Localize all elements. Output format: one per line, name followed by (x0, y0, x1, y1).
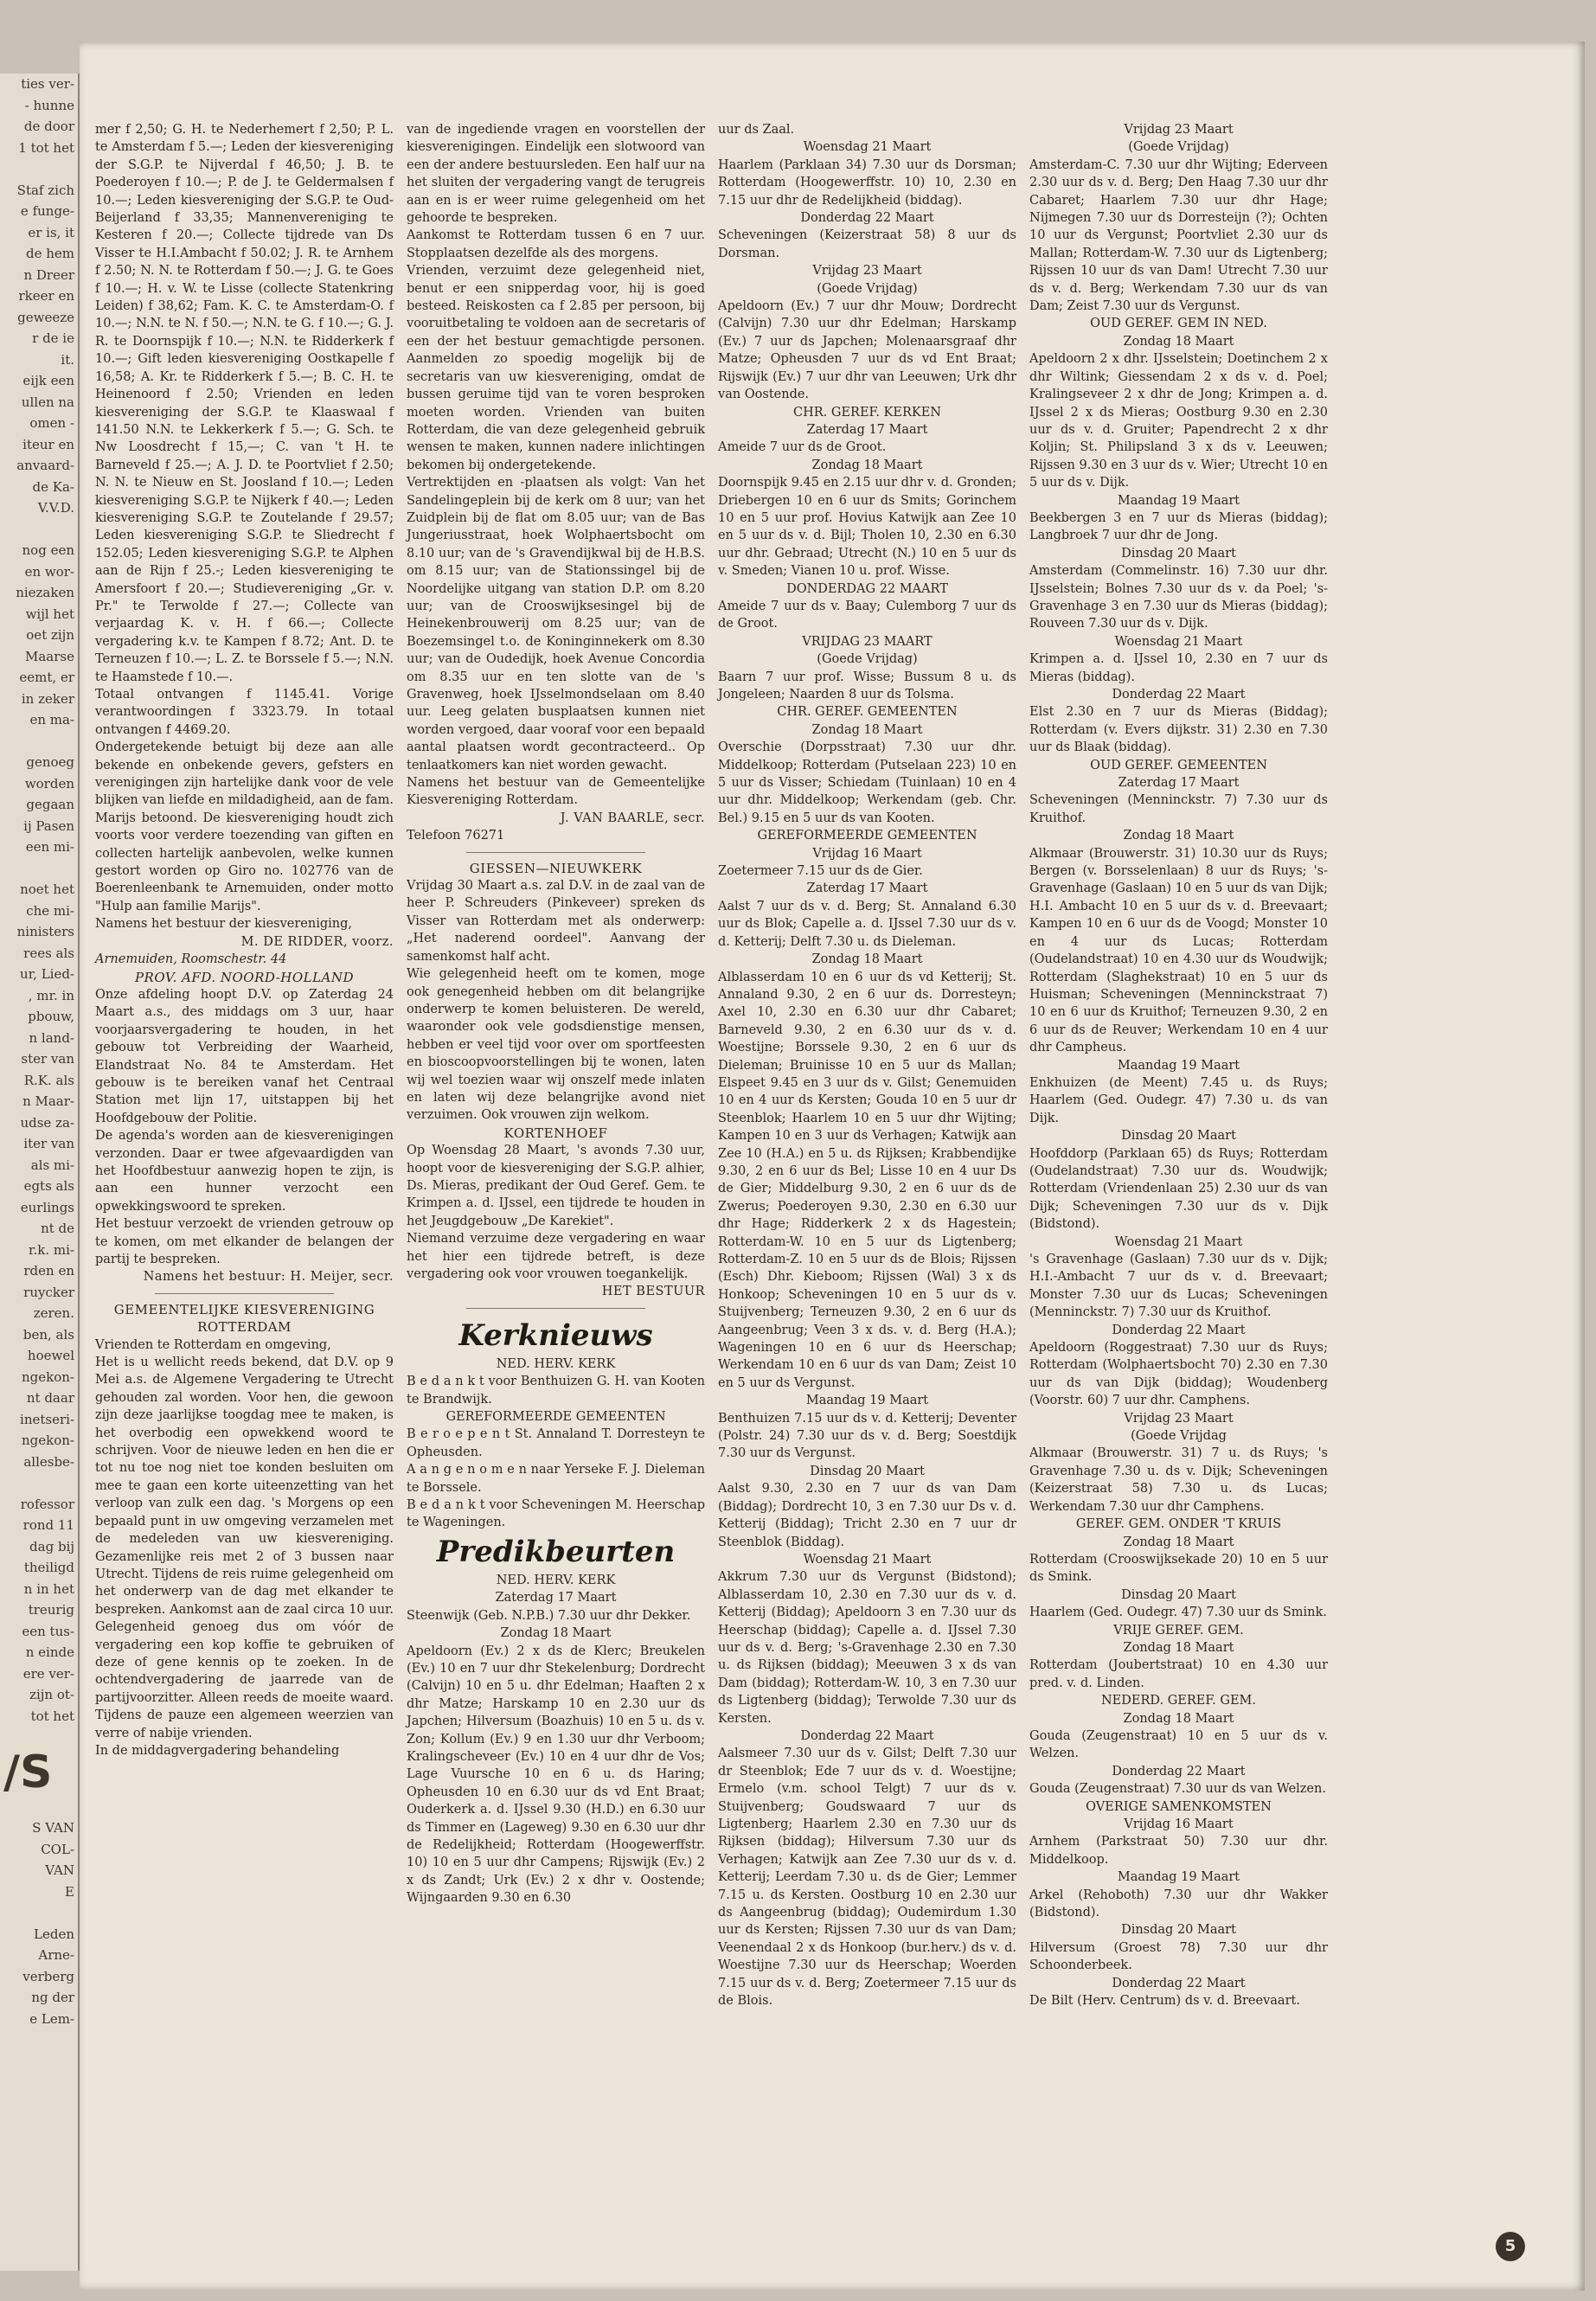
prev-page-fragment: oet zijn (26, 627, 74, 643)
signature: HET BESTUUR (601, 1285, 705, 1299)
service-listing: uur ds Zaal. (718, 123, 795, 137)
prev-page-fragment: omen - (29, 415, 74, 431)
service-listing: Alkmaar (Brouwerstr. 31) 10.30 uur ds Ruys; Bergen (v. Borsselenlaan) 8 uur ds Ruys; 's-Gravenhage (Gaslaan) 10 en 5 uur ds van Dijk; H.I. Ambacht 10 en 5 uur ds v. d. Breevaart; Kampen 10 en 6 uur ds de Voogd; Monster 10 en 4 uur ds Lucas; Rotterdam (Oudelandstraat) 10 en 4.30 uur ds Woudwijk; Rotterdam (Slaghekstraat) 10 en 5 uur ds Huisman; Scheveningen (Menninckstraat 7) 10 en 6 uur ds Kruithof; Terneuzen 9.30, 2 en 6 uur ds de Reuver; Werkendam 10 en 4 uur dhr Campheus. (1029, 846, 1328, 1055)
service-listing: Hilversum (Groest 78) 7.30 uur dhr Schoonderbeek. (1029, 1940, 1328, 1973)
service-listing: Krimpen a. d. IJssel 10, 2.30 en 7 uur ds Mieras (biddag). (1029, 652, 1328, 684)
service-listing: Overschie (Dorpsstraat) 7.30 uur dhr. Middelkoop; Rotterdam (Putselaan 223) 10 en 5 uur ds Visser; Schiedam (Tuinlaan) 10 en 4 uur dhr. Middelkoop; Werkendam (geb. Chr. Bel.) 9.15 en 5 uur ds van Kooten. (718, 740, 1016, 825)
article-paragraph: De agenda's worden aan de kiesverenigingen verzonden. Daar er twee afgevaardigden van het Hoofdbestuur aanwezig hopen te zijn, is aan een hunner verzocht een opwekkingswoord te spreken. (95, 1129, 394, 1214)
article-paragraph: Aankomst te Rotterdam tussen 6 en 7 uur. Stopplaatsen dezelfde als des morgens. (407, 228, 705, 260)
prev-page-fragment: n land- (29, 1029, 74, 1046)
prev-page-fragment: ben, als (22, 1326, 74, 1343)
date-heading: Vrijdag 23 Maart (1124, 1411, 1234, 1426)
prev-page-fragment: e funge- (20, 203, 74, 219)
church-heading: OVERIGE SAMENKOMSTEN (1086, 1799, 1272, 1814)
prev-page-fragment: ur, Lied- (19, 966, 74, 982)
column-3 (718, 121, 1016, 2009)
prev-page-fragment: rees als (23, 945, 74, 961)
prev-page-fragment: niezaken (16, 585, 74, 600)
church-heading: OUD GEREF. GEM IN NED. (1090, 317, 1267, 331)
date-heading: Donderdag 22 Maart (1112, 688, 1246, 702)
prev-page-fragment: che mi- (26, 902, 74, 919)
date-heading: Woensdag 21 Maart (803, 140, 932, 155)
prev-page-fragment: zijn ot- (29, 1687, 74, 1702)
service-listing: Zoetermeer 7.15 uur ds de Gier. (718, 864, 923, 879)
prev-page-fragment: ruycker (23, 1284, 74, 1300)
prev-page-fragment: VAN (45, 1862, 74, 1878)
service-listing: Aalst 9.30, 2.30 en 7 uur ds van Dam (Biddag); Dordrecht 10, 3 en 7.30 uur Ds v. d. Ketterij (Biddag); Tricht 2.30 en 7 uur dr Steenblok (Biddag). (718, 1482, 1016, 1549)
prev-page-fragment: nt daar (26, 1390, 74, 1406)
prev-page-fragment (0, 731, 78, 753)
prev-page-fragment: ullen na (21, 394, 74, 410)
prev-page-fragment: zeren. (33, 1305, 74, 1321)
prev-page-fragment (0, 158, 78, 180)
prev-page-fragment: Staf zich (16, 182, 74, 198)
prev-page-fragment: de door (23, 119, 74, 134)
newspaper-page (80, 42, 1585, 2291)
prev-page-fragment: eurlings (20, 1199, 74, 1215)
service-listing: Doornspijk 9.45 en 2.15 uur dhr v. d. Gronden; Driebergen 10 en 6 uur ds Smits; Gorinchem 10 en 5 uur prof. Hovius Katwijk aan Zee 10 en 5 uur ds v. d. Bijl; Tholen 10, 2.30 en 6.30 uur dhr. Gebraad; Utrecht (N.) 10 en 5 uur ds v. Smeden; Vianen 10 u. prof. Wisse. (718, 476, 1016, 579)
church-heading: GEREF. GEM. ONDER 'T KRUIS (1075, 1517, 1282, 1532)
kerknieuws-heading: Kerknieuws (458, 1317, 653, 1353)
church-heading: NEDERD. GEREF. GEM. (1100, 1694, 1257, 1708)
date-heading: Dinsdag 20 Maart (1121, 1923, 1236, 1938)
prev-page-fragment: eemt, er (19, 670, 74, 685)
article-paragraph: Het bestuur verzoekt de vrienden getrouw op te komen, om met elkander de belangen der partij te bespreken. (95, 1217, 394, 1266)
date-heading: DONDERDAG 22 MAART (786, 581, 948, 596)
prev-page-fragment: Arne- (38, 1947, 74, 1963)
address-line: Arnemuiden, Roomschestr. 44 (95, 952, 287, 967)
service-listing: Arnhem (Parkstraat 50) 7.30 uur dhr. Middelkoop. (1029, 1835, 1328, 1867)
prev-page-fragment: ties ver- (21, 76, 74, 92)
date-heading: Zondag 18 Maart (500, 1626, 612, 1641)
date-heading: Dinsdag 20 Maart (1121, 1587, 1236, 1602)
service-listing: De Bilt (Herv. Centrum) ds v. d. Breevaart. (1029, 1994, 1300, 2009)
date-subheading: (Goede Vrijdag (1131, 1429, 1227, 1444)
prev-page-fragment: E (65, 1883, 74, 1900)
article-paragraph: In de middagvergadering behandeling (95, 1743, 340, 1758)
prev-page-fragment: rofessor (20, 1496, 74, 1512)
article-paragraph: Het is u wellicht reeds bekend, dat D.V. op 9 Mei a.s. de Algemene Vergadering te Utrecht gehouden zal worden. Voor hen, die gewoon zijn deze jaarlijkse toogdag mee te maken, is het overbodig een opwekkend woord te schrijven. Voor de nieuwe leden en hen die er tot nu toe nog niet toe konden besluiten om mee te gaan een korte uiteenzetting van het verloop van zulk een dag. 's Morgens op een bepaald punt in uw omgeving verzamelen met de medeleden van uw kiesvereniging. Gezamenlijke reis met 2 of 3 bussen naar Utrecht. Tijdens de reis ruime gelegenheid om het onderwerp van de dag met elkander te bespreken. Aankomst aan de zaal circa 10 uur. Gelegenheid genoeg dus om vóór de vergadering een kop koffie te gebruiken of deze of gene kennis op te zoeken. In de ochtendvergadering de jaarrede van de partijvoorzitter. Alleen reeds de moeite waard. Tijdens de pauze een algemeen weerzien van verre of nabije vrienden. (95, 1356, 394, 1740)
predikbeurten-heading: Predikbeurten (436, 1534, 676, 1569)
service-listing: Hoofddorp (Parklaan 65) ds Ruys; Rotterdam (Oudelandstraat) 7.30 uur ds. Woudwijk; Rotterdam (Vriendenlaan 25) 2.30 uur ds van Dijk; Scheveningen 7.30 uur ds v. Dijk (Bidstond). (1029, 1146, 1328, 1232)
prev-page-fragment: R.K. als (23, 1072, 74, 1088)
prev-page-fragment: r.k. mi- (28, 1241, 74, 1258)
date-heading: Zaterdag 17 Maart (806, 881, 928, 896)
prev-page-fragment: ij Pasen (23, 817, 74, 834)
date-heading: Donderdag 22 Maart (1112, 1764, 1246, 1779)
date-heading: Zondag 18 Maart (1123, 1711, 1234, 1726)
prev-page-fragment (0, 1472, 78, 1494)
service-listing: 's Gravenhage (Gaslaan) 7.30 uur ds v. Dijk; H.I.-Ambacht 7 uur ds v. d. Breevaart; Monster 7.30 uur ds Lucas; Scheveningen (Menninckstr. 7) 7.30 uur ds Kruithof. (1029, 1253, 1328, 1320)
divider (466, 1308, 645, 1309)
prev-page-fragment: e Lem- (29, 2010, 74, 2027)
prev-page-fragment: rkeer en (18, 288, 74, 304)
prev-page-fragment: treurig (28, 1602, 74, 1618)
service-listing: Alblasserdam 10 en 6 uur ds vd Ketterij; St. Annaland 9.30, 2 en 6 uur ds. Dorresteyn; Axel 10, 2.30 en 6.30 uur dhr Cabaret; Barneveld 9.30, 2 en 6.30 uur ds v. d. Woestijne; Borssele 9.30, 2 en 6 uur ds Dieleman; Bruinisse 10 en 5 uur ds Mallan; Elspeet 9.45 en 3 uur ds v. Gilst; Genemuiden 10 en 4 uur ds Kersten; Gouda 10 en 5 uur dr Steenblok; Haarlem 10 en 5 uur dhr Wijting; Kampen 10 en 3 uur ds Verhagen; Katwijk aan Zee 10 (H.A.) en 5 u. ds Rijksen; Krabbendijke 9.30, 2 en 6 uur ds Bel; Lisse 10 en 4 uur Ds de Gier; Middelburg 9.30, 2 en 6 uur ds de Zwerus; Poederoyen 9.30, 2.30 en 6.30 uur dhr Hage; Ridderkerk 2 x ds Hagestein; Rotterdam-W. 10 en 5 uur ds Ligtenberg; Rotterdam-Z. 10 en 5 uur ds de Blois; Rijssen (Esch) Dhr. Kieboom; Rijssen (Wal) 3 x ds Honkoop; Scheveningen 10 en 5 uur ds v. Stuijvenberg; Terneuzen 9.30, 2 en 6 uur ds Aangeenbrug; Veen 3 x ds. v. d. Berg (H.A.); Wageningen 10 en 6 uur ds Heerschap; Werkendam 10 en 6 uur ds van Dam; Zeist 10 en 5 uur ds Vergunst. (718, 970, 1016, 1390)
prev-page-fragment: rond 11 (22, 1517, 74, 1533)
service-listing: Apeldoorn 2 x dhr. IJsselstein; Doetinchem 2 x dhr Wiltink; Giessendam 2 x ds v. d. Poel; Kralingseveer 2 x dhr de Jong; Krimpen a. d. IJssel 2 x ds Mieras; Oostburg 9.30 en 2.30 uur ds v. d. Gruiter; Papendrecht 2 x dhr Koljin; St. Philipsland 3 x ds v. Leeuwen; Rijssen 9.30 en 3 uur ds v. Wier; Utrecht 10 en 5 uur ds v. Dijk. (1029, 352, 1328, 490)
prev-page-fragment: een mi- (25, 839, 74, 855)
church-heading: OUD GEREF. GEMEENTEN (1090, 758, 1267, 772)
signature: J. VAN BAARLE, secr. (560, 811, 705, 825)
service-listing: Haarlem (Ged. Oudegr. 47) 7.30 uur ds Smink. (1029, 1606, 1327, 1620)
prev-page-fragment: it. (61, 351, 74, 368)
column-2 (407, 121, 705, 1907)
article-paragraph: Op Woensdag 28 Maart, 's avonds 7.30 uur, hoopt voor de kiesvereniging der S.G.P. alhier, Ds. Mieras, predikant der Oud Geref. Gem. te Krimpen a. d. IJssel, een tijdrede te houden in het Jeugdgebouw „De Karekiet". (407, 1144, 705, 1228)
date-heading: Donderdag 22 Maart (800, 1728, 934, 1743)
prev-page-fragment: n Maar- (22, 1093, 74, 1109)
service-listing: Benthuizen 7.15 uur ds v. d. Ketterij; Deventer (Polstr. 24) 7.30 uur ds v. d. Berg; Soestdijk 7.30 uur ds Vergunst. (718, 1411, 1016, 1461)
service-listing: Rotterdam (Joubertstraat) 10 en 4.30 uur pred. v. d. Linden. (1029, 1658, 1328, 1690)
service-listing: Haarlem (Parklaan 34) 7.30 uur ds Dorsman; Rotterdam (Hoogewerffstr. 10) 10, 2.30 en 7.15 uur dhr de Redelijkheid (biddag). (718, 157, 1016, 208)
prev-page-fragment: worden (24, 775, 74, 792)
date-heading: Dinsdag 20 Maart (810, 1464, 925, 1478)
phone-line: Telefoon 76271 (407, 829, 505, 843)
prev-page-fragment: eijk een (22, 373, 74, 388)
prev-page-fragment: iteur en (22, 436, 74, 452)
service-listing: Aalsmeer 7.30 uur ds v. Gilst; Delft 7.30 uur dr Steenblok; Ede 7 uur ds v. d. Woestijne; Ermelo (v.m. school Telgt) 7 uur ds v. Stuijvenberg; Goudswaard 7 uur ds Ligtenberg; Haarlem 2.30 en 7.30 uur ds Rijksen (biddag); Hilversum 7.30 uur ds Verhagen; Katwijk aan Zee 7.30 uur ds v. d. Ketterij; Leerdam 7.30 u. ds de Gier; Lemmer 7.15 u. ds Kersten. Oostburg 10 en 2.30 uur ds Aangeenbrug (biddag); Oudemirdum 1.30 uur ds Kersten; Rijssen 7.30 uur ds van Dam; Veenendaal 2 x ds Honkoop (bur.herv.) ds v. d. Woestijne 7.30 uur ds Heerschap; Woerden 7.15 uur ds v. d. Berg; Zoetermeer 7.15 uur ds de Blois. (718, 1747, 1016, 2009)
date-heading: Vrijdag 16 Maart (1124, 1817, 1234, 1831)
prev-page-fragment: Maarse (25, 648, 74, 664)
date-heading: Vrijdag 23 Maart (812, 264, 922, 279)
prev-page-fragment: ster van (21, 1051, 74, 1067)
prev-page-fragment: ninisters (16, 924, 74, 939)
church-heading: CHR. GEREF. KERKEN (792, 405, 941, 420)
service-listing: Amsterdam-C. 7.30 uur dhr Wijting; Ederveen 2.30 uur ds v. d. Berg; Den Haag 7.30 uur dhr Cabaret; Haarlem 7.30 uur dhr Hage; Nijmegen 7.30 uur ds Dorresteijn (?); Ochten 10 uur ds Vergunst; Poortvliet 2.30 uur ds Mallan; Rotterdam-W. 7.30 uur ds Ligtenberg; Rijssen 10 uur ds van Dam! Utrecht 7.30 uur ds v. d. Berg; Werkendam 7.30 uur ds van Dam; Zeist 7.30 uur ds Vergunst. (1029, 157, 1328, 314)
prev-page-fragment: theiligd (23, 1560, 74, 1575)
church-news-item: B e d a n k t voor Scheveningen M. Heerschap te Wageningen. (407, 1498, 705, 1530)
church-news-item: B e d a n k t voor Benthuizen G. H. van Kooten te Brandwijk. (407, 1375, 705, 1407)
prev-page-fragment: COL- (41, 1841, 74, 1857)
prev-page-fragment: Leden (34, 1926, 74, 1942)
article-paragraph: Vrienden, verzuimt deze gelegenheid niet, benut er een snipperdag voor, hij is goed besteed. Reiskosten ca f 2.85 per persoon, bij vooruitbetaling te voldoen aan de secretaris of een der het bestuur gemachtigde personen. Aanmelden zo spoedig mogelijk bij de secretaris van uw kiesvereniging, omdat de bussen geruime tijd van te voren besproken moeten worden. Vrienden van buiten Rotterdam, die van deze gelegenheid gebruik wensen te maken, kunnen nadere inlichtingen bekomen bij ondergetekende. (407, 264, 705, 472)
prev-page-fragment (0, 1902, 78, 1924)
section-heading-kortenhoef: KORTENHOEF (503, 1125, 608, 1141)
signature: M. DE RIDDER, voorz. (240, 934, 394, 949)
date-subheading: (Goede Vrijdag) (817, 652, 918, 667)
date-subheading: (Goede Vrijdag) (817, 281, 918, 296)
date-heading: Woensdag 21 Maart (1114, 634, 1243, 649)
prev-page-fragment: allesbe- (23, 1453, 74, 1470)
date-heading: Vrijdag 23 Maart (1124, 123, 1234, 137)
date-subheading: (Goede Vrijdag) (1128, 140, 1229, 155)
article-paragraph: Vrienden te Rotterdam en omgeving, (95, 1337, 331, 1352)
date-heading: Maandag 19 Maart (1117, 1870, 1240, 1885)
date-heading: Donderdag 22 Maart (1112, 1323, 1246, 1337)
church-heading: CHR. GEREF. GEMEENTEN (777, 705, 958, 720)
article-paragraph: Onze afdeling hoopt D.V. op Zaterdag 24 Maart a.s., des middags om 3 uur, haar voorjaarsvergadering te houden, in het gebouw tot Verbreiding der Waarheid, Elandstraat No. 84 te Amsterdam. Het gebouw is te bereiken vanaf het Centraal Station met lijn 17, uitstappen bij het Hoofdgebouw der Politie. (95, 987, 394, 1125)
date-heading: Zondag 18 Maart (1123, 334, 1234, 349)
prev-page-fragment: de Ka- (32, 478, 74, 495)
service-listing: Ameide 7 uur ds de Groot. (718, 440, 887, 455)
date-heading: Donderdag 22 Maart (1112, 1976, 1246, 1990)
prev-page-fragment: hoewel (27, 1348, 74, 1363)
service-listing: Elst 2.30 en 7 uur ds Mieras (Biddag); Rotterdam (v. Evers dijkstr. 31) 2.30 en 7.30 uur ds Blaak (biddag). (1029, 705, 1328, 755)
prev-page-fragment: rden en (23, 1263, 74, 1279)
article-paragraph: Vertrektijden en -plaatsen als volgt: Van het Sandelingeplein bij de kerk om 8 uur; van het Zuidplein bij de flat om 8.05 uur; van de Bas Jungeriusstraat, hoek Wolphaertsbocht om 8.10 uur; van de 's Gravendijkwal bij de H.B.S. om 8.15 uur; van de Stationssingel bij de Noordelijke uitgang van station D.P. om 8.20 uur; van de Crooswijksesingel bij de Heinekenbrouwerij om 8.25 uur; van de Boezemsingel t.o. de Koninginnekerk om 8.30 uur; van de Oudedijk, hoek Avenue Concordia om 8.35 uur en ten slotte van de 's Gravenweg, hoek IJsselmondselaan om 8.40 uur. Leeg gelaten busplaatsen kunnen niet worden vergoed, daar vooraf voor een bepaald aantal plaatsen wordt gecontracteerd.. Op tenlaatkomers kan niet worden gewacht. (407, 476, 705, 772)
prev-page-fragment: /S (3, 1746, 53, 1798)
date-heading: Maandag 19 Maart (1117, 1058, 1240, 1073)
date-heading: Zondag 18 Maart (811, 952, 923, 967)
column-4 (1029, 121, 1328, 2009)
prev-page-fragment: nog een (22, 542, 74, 558)
service-listing: Alkmaar (Brouwerstr. 31) 7 u. ds Ruys; 's Gravenhage 7.30 u. ds v. Dijk; Scheveningen (Keizerstraat 58) 7.30 u. ds Lucas; Werkendam 7.30 uur dhr Camphens. (1029, 1446, 1328, 1514)
prev-page-fragment: r de ie (32, 330, 74, 346)
prev-page-fragment: ere ver- (22, 1665, 74, 1682)
church-heading: GEREFORMEERDE GEMEENTEN (757, 829, 977, 843)
date-heading: Dinsdag 20 Maart (1121, 1129, 1236, 1144)
section-heading-giessen: GIESSEN—NIEUWKERK (469, 860, 643, 876)
date-heading: Zondag 18 Maart (1123, 829, 1234, 843)
service-listing: Steenwijk (Geb. N.P.B.) 7.30 uur dhr Dekker. (407, 1608, 691, 1623)
prev-page-fragment: en wor- (24, 563, 74, 580)
date-heading: Zaterdag 17 Maart (1118, 776, 1240, 791)
prev-page-fragment: tot het (30, 1708, 74, 1724)
date-heading: Zaterdag 17 Maart (806, 422, 928, 437)
date-heading: Dinsdag 20 Maart (1121, 546, 1236, 561)
service-listing: Gouda (Zeugenstraat) 10 en 5 uur ds v. Welzen. (1029, 1728, 1328, 1761)
date-heading: Maandag 19 Maart (1117, 493, 1240, 508)
column-1 (95, 121, 394, 1759)
church-heading: GEREFORMEERDE GEMEENTEN (445, 1410, 666, 1425)
service-listing: Rotterdam (Crooswijksekade 20) 10 en 5 uur ds Smink. (1029, 1552, 1328, 1585)
prev-page-fragment (0, 519, 78, 541)
donations-list: mer f 2,50; G. H. te Nederhemert f 2,50; P. L. te Amsterdam f 5.—; Leden der kiesvereniging der S.G.P. te Nijverdal f 46,50; J. B. te Poederoyen f 10.—; P. de J. te Geldermalsen f 10.—; Leden kiesvereniging der S.G.P. te Oud-Beijerland f 33,35; Mannenvereniging te Kesteren f 20.—; Collecte tijdrede van Ds Visser te H.I.Ambacht f 50.02; J. R. te Arnhem f 2.50; N. N. te Rotterdam f 50.—; J. G. te Goes f 10.—; H. v. W. te Lisse (collecte Statenkring Leiden) f 38,62; Fam. K. C. te Amsterdam-O. f 10.—; N.N. te N. f 50.—; N.N. te G. f 10.—; G. J. R. te Doornspijk f 10.—; N.N. te Ridderkerk f 10.—; Gift leden kiesvereniging Oostkapelle f 16,58; A. Kr. te Ridderkerk f 5.—; B. C. H. te Heinenoord f 2.50; Vrienden en leden kiesvereniging der S.G.P. te Klaaswaal f 141.50 N.N. te Lekkerkerk f 5.—; G. Sch. te Nw Loosdrecht f 15,—; C. van 't H. te Barneveld f 25.—; A. J. D. te Poortvliet f 2.50; N. N. te Nieuw en St. Joosland f 10.—; Leden kiesvereniging S.G.P. te Nijkerk f 40.—; Leden kiesvereniging S.G.P. te Zoutelande f 29.57; Leden kiesvereniging S.G.P. te Sliedrecht f 152.05; Leden kiesvereniging S.G.P. te Alphen aan de Rijn f 25.-; Leden kiesvereniging te Amersfoort f 20.—; Studievereniging „Gr. v. Pr." te Terwolde f 27.—; Collecte van verjaardag K. v. H. f 66.—; Collecte vergadering k.v. te Kampen f 8.72; Ant. D. te Terneuzen f 10.—; L. Z. te Borssele f 5.—; N.N. te Haamstede f 10.—. (95, 123, 394, 684)
prev-page-fragment: verberg (22, 1968, 74, 1984)
prev-page-fragment: ng der (31, 1990, 74, 2005)
prev-page-fragment (0, 1797, 78, 1818)
article-paragraph: van de ingediende vragen en voorstellen der kiesverenigingen. Eindelijk een slotwoord van een der andere bestuursleden. Een half uur na het sluiten der vergadering vangt de terugreis aan en is er weer ruime gelegenheid om het gehoorde te bespreken. (407, 123, 705, 226)
donations-total: Totaal ontvangen f 1145.41. Vorige verantwoordingen f 3323.79. In totaal ontvangen f 4469.20. (95, 688, 394, 737)
prev-page-fragment: V.V.D. (37, 500, 74, 516)
article-paragraph: Niemand verzuime deze vergadering en waar het hier een tijdrede betreft, is deze vergadering ook voor vrouwen toegankelijk. (407, 1232, 705, 1281)
prev-page-fragment: noet het (20, 881, 74, 897)
prev-page-fragment: inetseri- (20, 1411, 74, 1427)
thanks-paragraph: Ondergetekende betuigt bij deze aan alle bekende en onbekende gevers, gefsters en verenigingen zijn hartelijke dank voor de vele blijken van liefde en mildadigheid, aan de fam. Marijs betoond. De kiesvereniging houdt zich voorts voor verdere toezending van giften en collecten hartelijk aanbevolen, welke kunnen gestort worden op Giro no. 102776 van de Boerenleenbank te Arnemuiden, onder motto "Hulp aan familie Marijs". (95, 740, 394, 913)
service-listing: Scheveningen (Keizerstraat 58) 8 uur ds Dorsman. (718, 228, 1016, 260)
prev-page-fragment: als mi- (30, 1157, 74, 1173)
service-listing: Apeldoorn (Ev.) 7 uur dhr Mouw; Dordrecht (Calvijn) 7.30 uur dhr Edelman; Harskamp (Ev.) 7 uur ds Japchen; Molenaarsgraaf dhr Matze; Opheusden 7 uur ds vd Ent Braat; Rijswijk (Ev.) 7 uur dhr van Leeuwen; Urk dhr van Oostende. (718, 299, 1016, 402)
prev-page-fragment: , mr. in (28, 987, 74, 1003)
prev-page-fragment: ngekon- (22, 1368, 74, 1385)
date-heading: Vrijdag 16 Maart (812, 846, 922, 861)
date-heading: Woensdag 21 Maart (803, 1552, 932, 1567)
service-listing: Arkel (Rehoboth) 7.30 uur dhr Wakker (Bidstond). (1029, 1888, 1328, 1920)
divider (466, 852, 645, 853)
service-listing: Baarn 7 uur prof. Wisse; Bussum 8 u. ds Jongeleen; Naarden 8 uur ds Tolsma. (718, 670, 1016, 702)
prev-page-fragment: S VAN (32, 1820, 74, 1836)
prev-page-fragment: n in het (23, 1580, 74, 1597)
date-heading: VRIJDAG 23 MAART (802, 634, 933, 649)
section-heading-rotterdam: GEMEENTELIJKE KIESVERENIGING ROTTERDAM (113, 1301, 375, 1336)
church-heading: NED. HERV. KERK (496, 1573, 616, 1587)
prev-page-fragment: pbouw, (28, 1009, 74, 1024)
prev-page-fragment: een tus- (22, 1623, 74, 1639)
divider (155, 1293, 334, 1294)
prev-page-fragment: anvaard- (16, 458, 74, 473)
date-heading: Donderdag 22 Maart (800, 211, 934, 226)
prev-page-fragment: gegaan (26, 797, 74, 812)
prev-page-fragment: 1 tot het (18, 139, 74, 156)
prev-page-fragment: genoeg (26, 754, 74, 770)
date-heading: Zondag 18 Maart (811, 722, 923, 737)
service-listing: Apeldoorn (Ev.) 2 x ds de Klerc; Breukelen (Ev.) 10 en 7 uur dhr Stekelenburg; Dordrecht (Calvijn) 10 en 5 u. dhr Edelman; Haaften 2 x dhr Matze; Harskamp 10 en 2.30 uur ds Japchen; Hilversum (Boazhuis) 10 en 5 u. ds v. Zon; Kollum (Ev.) 9 en 1.30 uur dhr Verboom; Kralingscheveer (Ev.) 10 en 4 uur dhr de Vos; Lage Vuursche 10 en 6 u. ds Haring; Opheusden 10 en 6.30 uur ds vd Ent Braat; Ouderkerk a. d. IJssel 9.30 (H.D.) en 6.30 uur ds Timmer en (Lageweg) 9.30 en 6.30 uur dhr de Redelijkheid; Rotterdam (Hoogewerffstr. 10) 10 en 5 uur dhr Campens; Rijswijk (Ev.) 2 x ds Zandt; Urk (Ev.) 2 x dhr v. Oostende; Wijngaarden 9.30 en 6.30 (407, 1644, 705, 1906)
prev-page-fragment: dag bij (29, 1538, 74, 1554)
service-listing: Scheveningen (Menninckstr. 7) 7.30 uur ds Kruithof. (1029, 793, 1328, 825)
prev-page-fragment: en ma- (29, 712, 74, 727)
service-listing: Akkrum 7.30 uur ds Vergunst (Bidstond); Alblasserdam 10, 2.30 en 7.30 uur ds v. d. Ketterij (Biddag); Apeldoorn 3 en 7.30 uur ds Heerschap (biddag); Capelle a. d. IJssel 7.30 uur ds v. d. Berg; 's-Gravenhage 2.30 en 7.30 u. ds Rijksen (biddag); Meeuwen 3 x ds van Dam (biddag); Rotterdam-W. 10, 3 en 7.30 uur ds Ligtenberg (biddag); Terwolde 7.30 uur ds Kersten. (718, 1570, 1016, 1726)
on-behalf-line: Namens het bestuur der kiesvereniging, (95, 917, 353, 932)
date-heading: Zondag 18 Maart (811, 458, 923, 472)
article-paragraph: Wie gelegenheid heeft om te komen, moge ook genegenheid hebben om dit belangrijke onderwerp te komen beluisteren. De wereld, waaronder ook vele godsdienstige mensen, hebben er veel tijd voor over om sportfeesten en bioscoopvoorstellingen bij te wonen, laten wij wel toezien waar wij onszelf mede inlaten en laten wij deze belangrijke avond niet verzuimen. Ook vrouwen zijn welkom. (407, 967, 705, 1123)
prev-page-fragment: nt de (41, 1221, 74, 1236)
date-heading: Zondag 18 Maart (1123, 1535, 1234, 1549)
prev-page-fragment: geweeze (17, 309, 74, 325)
prev-page-fragment: n einde (25, 1644, 74, 1660)
service-listing: Beekbergen 3 en 7 uur ds Mieras (biddag); Langbroek 7 uur dhr de Jong. (1029, 510, 1328, 543)
prev-page-fragment: wijl het (25, 606, 74, 622)
prev-page-fragment: iter van (23, 1136, 74, 1151)
page-number-badge: 5 (1496, 2232, 1525, 2261)
prev-page-fragment (0, 1727, 78, 1748)
church-heading: VRIJE GEREF. GEM. (1113, 1623, 1244, 1638)
prev-page-fragment: in zeker (21, 690, 74, 707)
prev-page-fragment: de hem (25, 246, 74, 261)
church-heading: NED. HERV. KERK (496, 1356, 616, 1371)
service-listing: Enkhuizen (de Meent) 7.45 u. ds Ruys; Haarlem (Ged. Oudegr. 47) 7.30 u. ds van Dijk. (1029, 1075, 1328, 1125)
prev-page-fragment: egts als (23, 1178, 74, 1194)
section-heading-noord-holland: PROV. AFD. NOORD-HOLLAND (134, 969, 355, 985)
prev-page-fragment: - hunne (24, 97, 74, 113)
service-listing: Aalst 7 uur ds v. d. Berg; St. Annaland 6.30 uur ds Blok; Capelle a. d. IJssel 7.30 uur ds v. d. Ketterij; Delft 7.30 u. ds Dieleman. (718, 899, 1016, 949)
service-listing: Amsterdam (Commelinstr. 16) 7.30 uur dhr. IJsselstein; Bolnes 7.30 uur ds v. da Poel; 's-Gravenhage 3 en 7.30 uur ds Mieras (biddag); Rouveen 7.30 uur ds v. Dijk. (1029, 564, 1328, 631)
prev-page-fragment (0, 858, 78, 880)
article-paragraph: Vrijdag 30 Maart a.s. zal D.V. in de zaal van de heer P. Schreuders (Pinkeveer) spreken ds Visser van Rotterdam met als onderwerp: „Het naderend oordeel". Aanvang der samenkomst half acht. (407, 879, 705, 964)
prev-page-fragment: er is, it (28, 224, 74, 240)
date-heading: Zaterdag 17 Maart (495, 1591, 617, 1606)
prev-page-fragment: ngekon- (22, 1433, 74, 1448)
church-news-item: A a n g e n o m e n naar Yerseke F. J. Dieleman te Borssele. (407, 1463, 705, 1495)
church-news-item: B e r o e p e n t St. Annaland T. Dorresteyn te Opheusden. (407, 1427, 705, 1459)
service-listing: Gouda (Zeugenstraat) 7.30 uur ds van Welzen. (1029, 1782, 1326, 1797)
prev-page-fragment: n Dreer (23, 266, 74, 283)
article-paragraph: Namens het bestuur van de Gemeentelijke Kiesvereniging Rotterdam. (407, 776, 705, 808)
service-listing: Ameide 7 uur ds v. Baay; Culemborg 7 uur ds de Groot. (718, 599, 1016, 631)
service-listing: Apeldoorn (Roggestraat) 7.30 uur ds Ruys; Rotterdam (Wolphaertsbocht 70) 2.30 en 7.30 uur ds van Dijk (biddag); Woudenberg (Voorstr. 60) 7 uur dhr. Camphens. (1029, 1341, 1328, 1408)
date-heading: Maandag 19 Maart (805, 1394, 929, 1408)
date-heading: Woensdag 21 Maart (1114, 1234, 1243, 1249)
signature: Namens het bestuur: H. Meijer, secr. (143, 1270, 394, 1285)
date-heading: Zondag 18 Maart (1123, 1640, 1234, 1655)
previous-page-edge (0, 74, 80, 2271)
prev-page-fragment: udse za- (20, 1114, 74, 1131)
